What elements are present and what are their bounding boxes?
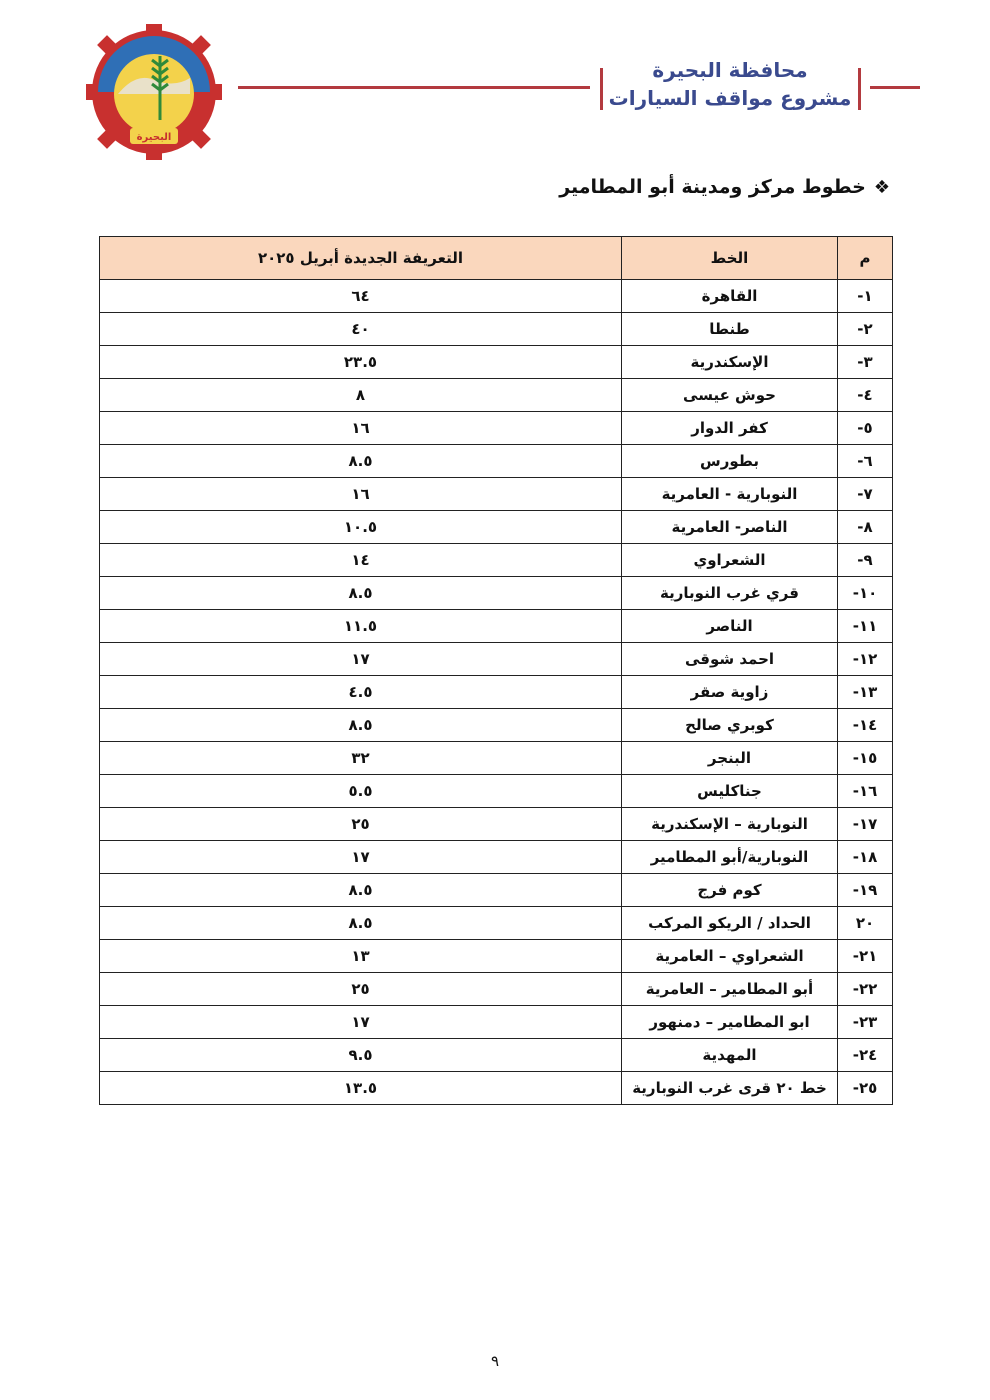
page-header	[0, 0, 990, 170]
section-title	[559, 176, 890, 198]
row-line: الشعراوي – العامرية	[622, 940, 838, 973]
row-line: كوم فرج	[622, 874, 838, 907]
header-line: الخط	[622, 237, 838, 280]
row-fare: ٦٤	[100, 280, 622, 313]
table-header-row	[100, 237, 893, 280]
row-line: النوبارية - العامرية	[622, 478, 838, 511]
row-number: ١٨-	[838, 841, 893, 874]
table-row	[100, 1039, 893, 1072]
table-row	[100, 742, 893, 775]
table-row	[100, 1072, 893, 1105]
row-fare: ٨.٥	[100, 577, 622, 610]
row-line: زاوية صقر	[622, 676, 838, 709]
row-fare: ٨.٥	[100, 907, 622, 940]
row-number: ١٥-	[838, 742, 893, 775]
table-row	[100, 610, 893, 643]
header-divider-right	[858, 68, 861, 110]
row-number: ١٢-	[838, 643, 893, 676]
table-row	[100, 643, 893, 676]
table-row	[100, 313, 893, 346]
row-fare: ١٧	[100, 643, 622, 676]
header-rule-left	[238, 86, 590, 89]
table-row	[100, 1006, 893, 1039]
row-number: ٢٥-	[838, 1072, 893, 1105]
diamond-bullet-icon: ❖	[873, 176, 890, 198]
row-line: كفر الدوار	[622, 412, 838, 445]
row-line: الحداد / الريكو المركب	[622, 907, 838, 940]
row-number: ٦-	[838, 445, 893, 478]
table-row	[100, 511, 893, 544]
row-fare: ٨	[100, 379, 622, 412]
row-fare: ١٦	[100, 478, 622, 511]
row-number: ٢٤-	[838, 1039, 893, 1072]
row-line: البنجر	[622, 742, 838, 775]
row-number: ١٤-	[838, 709, 893, 742]
row-number: ٩-	[838, 544, 893, 577]
row-fare: ٤٠	[100, 313, 622, 346]
row-line: طنطا	[622, 313, 838, 346]
row-number: ١٧-	[838, 808, 893, 841]
row-fare: ٨.٥	[100, 874, 622, 907]
header-num: م	[838, 237, 893, 280]
table-row	[100, 907, 893, 940]
row-fare: ١٧	[100, 841, 622, 874]
routes-fare-table	[99, 236, 893, 1105]
table-row	[100, 445, 893, 478]
table-row	[100, 709, 893, 742]
row-fare: ٨.٥	[100, 445, 622, 478]
table-row	[100, 808, 893, 841]
row-number: ٨-	[838, 511, 893, 544]
row-number: ٢٠	[838, 907, 893, 940]
table-row	[100, 379, 893, 412]
row-number: ٧-	[838, 478, 893, 511]
row-line: الناصر- العامرية	[622, 511, 838, 544]
row-line: ابو المطامير – دمنهور	[622, 1006, 838, 1039]
row-number: ١٩-	[838, 874, 893, 907]
row-line: المهدية	[622, 1039, 838, 1072]
row-line: أبو المطامير – العامرية	[622, 973, 838, 1006]
row-number: ٥-	[838, 412, 893, 445]
row-fare: ٣٢	[100, 742, 622, 775]
row-fare: ٢٥	[100, 808, 622, 841]
row-line: جناكليس	[622, 775, 838, 808]
table-row	[100, 412, 893, 445]
table-row	[100, 874, 893, 907]
table-row	[100, 280, 893, 313]
table-row	[100, 544, 893, 577]
row-line: الشعراوي	[622, 544, 838, 577]
row-line: النوبارية/أبو المطامير	[622, 841, 838, 874]
governorate-logo	[84, 22, 224, 162]
governorate-name: محافظة البحيرة	[652, 58, 808, 82]
header-fare: التعريفة الجديدة أبريل ٢٠٢٥	[100, 237, 622, 280]
row-number: ٣-	[838, 346, 893, 379]
logo-text: البحيرة	[136, 132, 172, 143]
header-title	[608, 56, 852, 112]
row-fare: ١٣.٥	[100, 1072, 622, 1105]
row-fare: ٤.٥	[100, 676, 622, 709]
row-fare: ٨.٥	[100, 709, 622, 742]
row-number: ٢٢-	[838, 973, 893, 1006]
table-row	[100, 940, 893, 973]
header-rule-right	[870, 86, 920, 89]
table-row	[100, 775, 893, 808]
header-divider-left	[600, 68, 603, 110]
row-line: الناصر	[622, 610, 838, 643]
row-number: ١٦-	[838, 775, 893, 808]
row-line: خط ٢٠ قرى غرب النوبارية	[622, 1072, 838, 1105]
table-row	[100, 577, 893, 610]
section-title-text: خطوط مركز ومدينة أبو المطامير	[559, 176, 866, 198]
row-fare: ٩.٥	[100, 1039, 622, 1072]
row-number: ١-	[838, 280, 893, 313]
row-line: حوش عيسى	[622, 379, 838, 412]
row-line: كوبري صالح	[622, 709, 838, 742]
table-row	[100, 973, 893, 1006]
table-row	[100, 478, 893, 511]
row-number: ٢١-	[838, 940, 893, 973]
row-fare: ١٦	[100, 412, 622, 445]
row-number: ٤-	[838, 379, 893, 412]
row-fare: ٥.٥	[100, 775, 622, 808]
row-line: الإسكندرية	[622, 346, 838, 379]
row-line: النوبارية – الإسكندرية	[622, 808, 838, 841]
row-number: ٢-	[838, 313, 893, 346]
row-fare: ١٠.٥	[100, 511, 622, 544]
row-number: ١١-	[838, 610, 893, 643]
project-name: مشروع مواقف السيارات	[608, 86, 852, 110]
row-fare: ١٧	[100, 1006, 622, 1039]
row-line: احمد شوقى	[622, 643, 838, 676]
table-row	[100, 346, 893, 379]
row-fare: ١١.٥	[100, 610, 622, 643]
table-row	[100, 676, 893, 709]
row-fare: ٢٣.٥	[100, 346, 622, 379]
row-line: قري غرب النوبارية	[622, 577, 838, 610]
row-number: ١٣-	[838, 676, 893, 709]
row-fare: ١٤	[100, 544, 622, 577]
row-line: القاهرة	[622, 280, 838, 313]
table-row	[100, 841, 893, 874]
row-number: ٢٣-	[838, 1006, 893, 1039]
row-number: ١٠-	[838, 577, 893, 610]
row-fare: ٢٥	[100, 973, 622, 1006]
page-number: ٩	[490, 1352, 500, 1370]
row-fare: ١٣	[100, 940, 622, 973]
row-line: بطورس	[622, 445, 838, 478]
